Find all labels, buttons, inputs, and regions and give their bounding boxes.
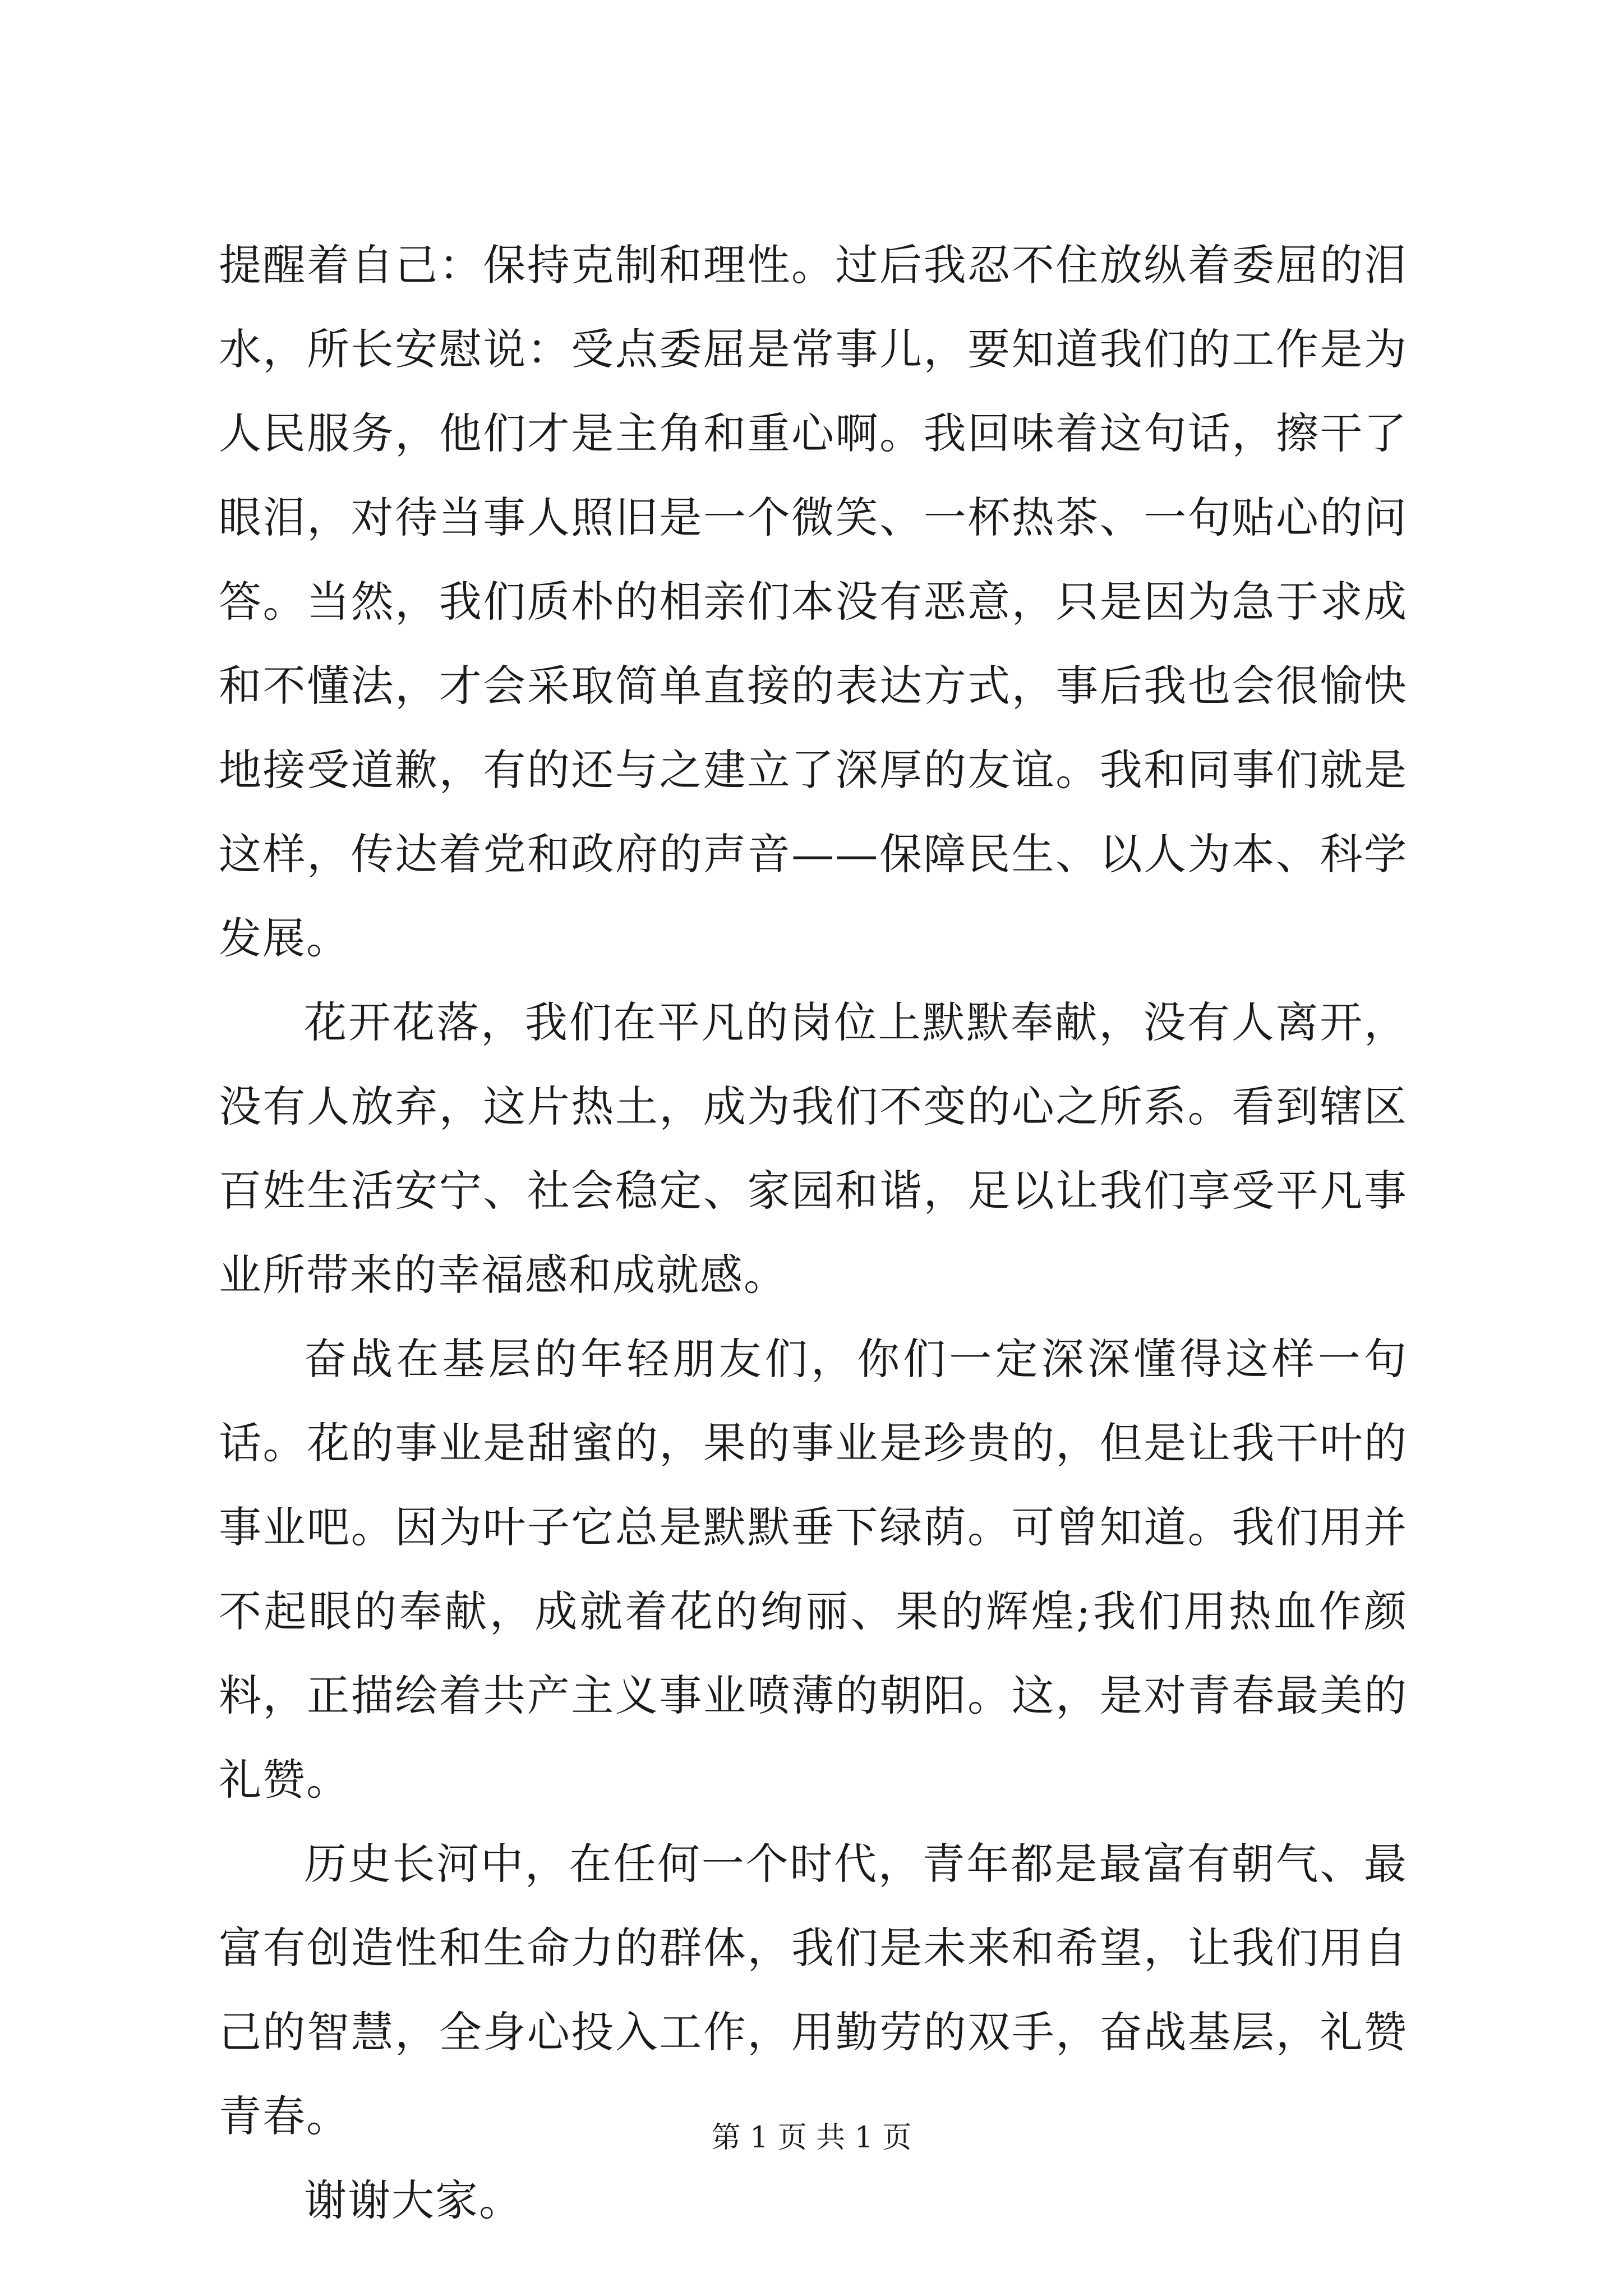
paragraph-1: 提醒着自己：保持克制和理性。过后我忍不住放纵着委屈的泪水，所长安慰说：受点委屈是常事儿，要知道我们的工作是为人民服务，他们才是主角和重心啊。我回味着这句话，擦干了眼泪，对待当事人照旧是一个微笑、一杯热茶、一句贴心的问答。当然，我们质朴的相亲们本没有恶意，只是因为急于求成和不懂法，才会采取简单直接的表达方式，事后我也会很愉快地接受道歉，有的还与之建立了深厚的友谊。我和同事们就是这样，传达着党和政府的声音——保障民生、以人为本、科学发展。 (219, 240, 1408, 963)
document-body (219, 223, 1408, 2243)
paragraph-3: 奋战在基层的年轻朋友们，你们一定深深懂得这样一句话。花的事业是甜蜜的，果的事业是珍贵的，但是让我干叶的事业吧。因为叶子它总是默默垂下绿荫。可曾知道。我们用并不起眼的奉献，成就着花的绚丽、果的辉煌;我们用热血作颜料，正描绘着共产主义事业喷薄的朝阳。这，是对青春最美的礼赞。 (219, 1334, 1408, 1805)
page-number-footer: 第 1 页 共 1 页 (711, 2121, 912, 2155)
paragraph-2: 花开花落，我们在平凡的岗位上默默奉献，没有人离开，没有人放弃，这片热土，成为我们不变的心之所系。看到辖区百姓生活安宁、社会稳定、家园和谐，足以让我们享受平凡事业所带来的幸福感和成就感。 (219, 997, 1408, 1300)
paragraph-5: 谢谢大家。 (304, 2175, 523, 2225)
paragraph-4: 历史长河中，在任何一个时代，青年都是最富有朝气、最富有创造性和生命力的群体，我们是未来和希望，让我们用自己的智慧，全身心投入工作，用勤劳的双手，奋战基层，礼赞青春。 (219, 1839, 1408, 2141)
